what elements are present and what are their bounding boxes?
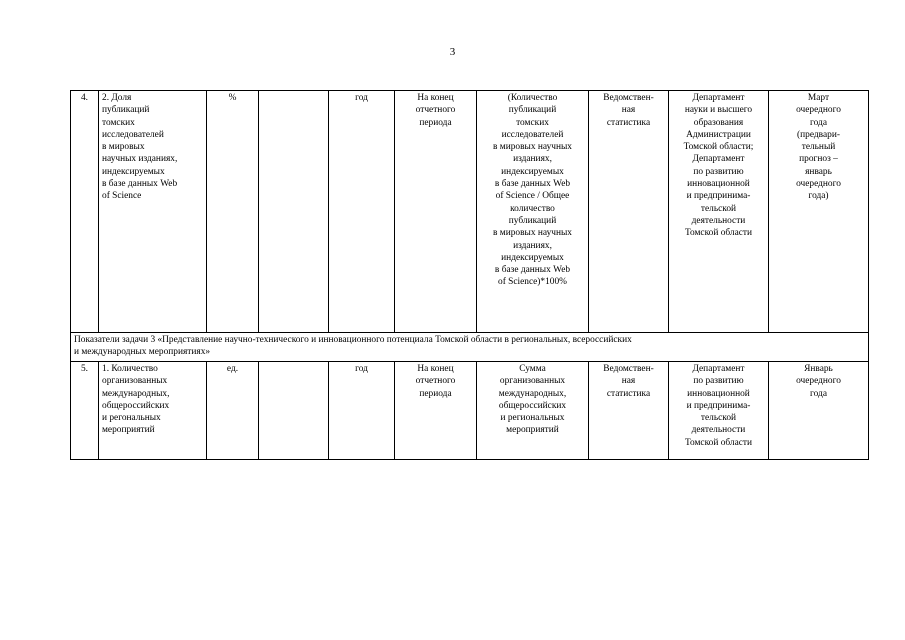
- table-row: [71, 362, 869, 460]
- period-cell: На конец отчетного периода: [395, 91, 477, 333]
- period-cell: На конец отчетного периода: [395, 362, 477, 460]
- formula-cell: (Количество публикаций томских исследователей в мировых научных изданиях, индексируемых в базе данных Web of Science / Общее количество публикаций в мировых научных изданиях, индексируемых в базе данных Web of Science)*100%: [477, 91, 589, 333]
- row-number: 5.: [71, 362, 99, 460]
- empty-cell: [259, 362, 329, 460]
- unit-cell: %: [207, 91, 259, 333]
- section-header: Показатели задачи 3 «Представление научно-технического и инновационного потенциала Томской области в региональных, всероссийских и международных мероприятиях»: [71, 333, 869, 362]
- formula-cell: Сумма организованных международных, общероссийских и региональных мероприятий: [477, 362, 589, 460]
- source-cell: Ведомствен- ная статистика: [589, 362, 669, 460]
- unit-cell: ед.: [207, 362, 259, 460]
- page-number: 3: [449, 46, 456, 58]
- section-row: [71, 333, 869, 362]
- periodicity-cell: год: [329, 362, 395, 460]
- source-cell: Ведомствен- ная статистика: [589, 91, 669, 333]
- deadline-cell: Март очередного года (предвари- тельный прогноз – январь очередного года): [769, 91, 869, 333]
- indicators-table: [70, 90, 869, 460]
- responsible-cell: Департамент по развитию инновационной и предпринима- тельской деятельности Томской области: [669, 362, 769, 460]
- indicator-name: 2. Доля публикаций томских исследователей в мировых научных изданиях, индексируемых в базе данных Web of Science: [99, 91, 207, 333]
- row-number: 4.: [71, 91, 99, 333]
- periodicity-cell: год: [329, 91, 395, 333]
- deadline-cell: Январь очередного года: [769, 362, 869, 460]
- empty-cell: [259, 91, 329, 333]
- table-row: [71, 91, 869, 333]
- indicator-name: 1. Количество организованных международных, общероссийских и регональных мероприятий: [99, 362, 207, 460]
- responsible-cell: Департамент науки и высшего образования Администрации Томской области; Департамент по развитию инновационной и предпринима- тельской деятельности Томской области: [669, 91, 769, 333]
